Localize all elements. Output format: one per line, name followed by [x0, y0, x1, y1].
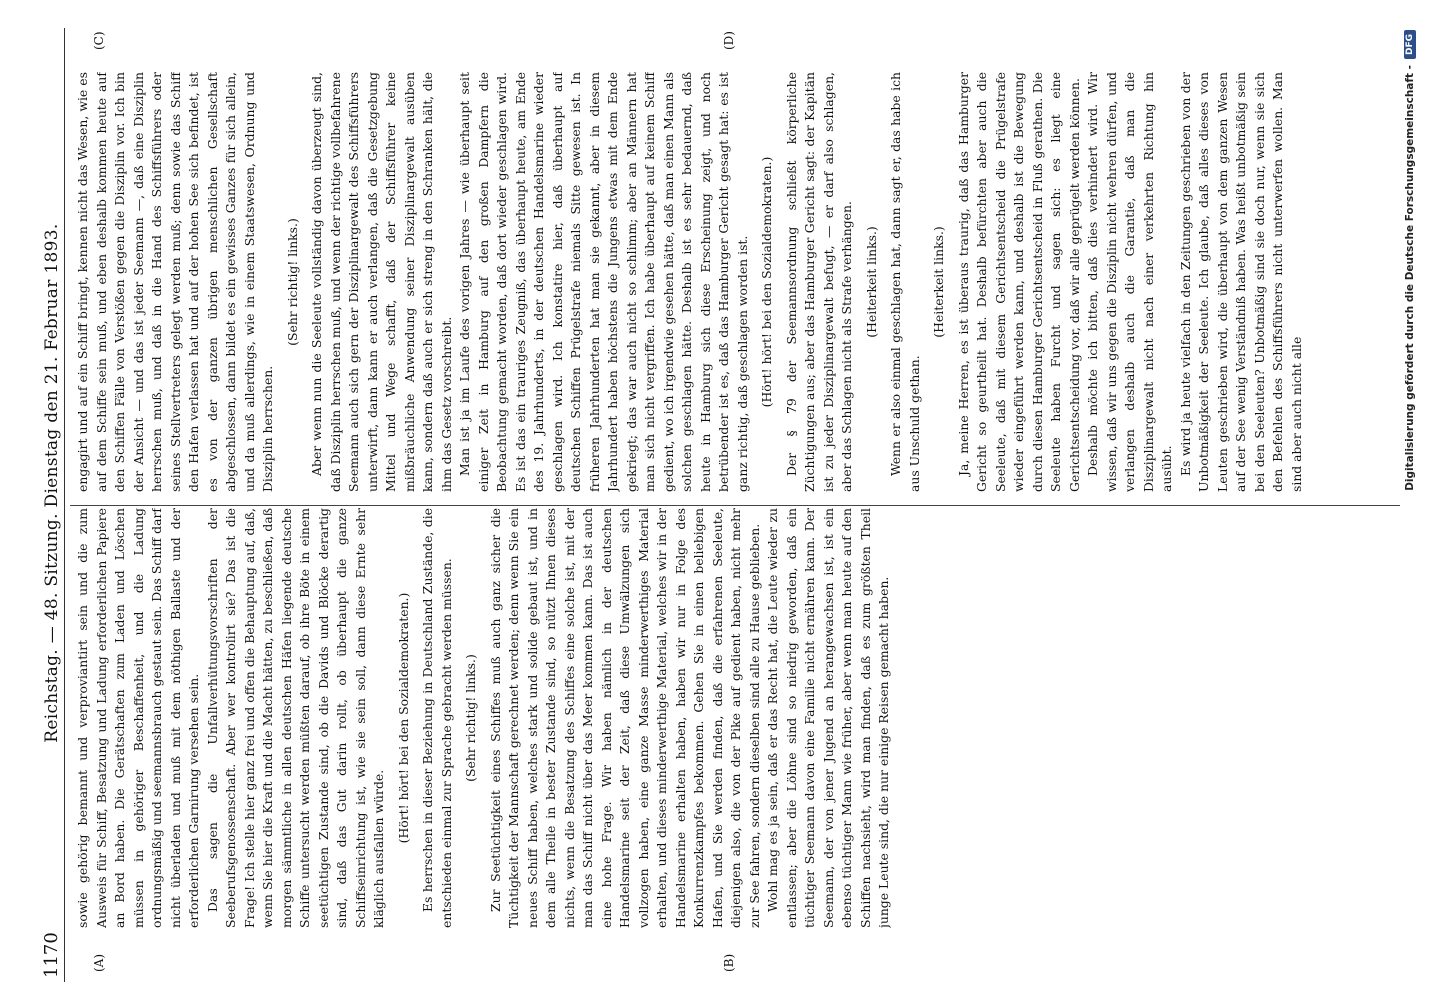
paragraph: engagirt und auf ein Schiff bringt, kennen nicht das Wesen, wie es auf dem Schiffe sein muß, und eben deshalb kommen heute auf den Schiffen Fälle von Verstößen gegen die Disziplin vor. Ich bin der Ansicht — und das ist jeder Seemann —, daß eine Disziplin herrschen muß, und daß in die Hand des Schiffsführers oder seines Stellvertreters gelegt werden muß; denn sowie das Schiff den Hafen verlassen hat und auf der hohen See sich befindet, ist es von der ganzen übrigen menschlichen Gesellschaft abgeschlossen, dann bildet es ein gewisses Ganzes für sich allein, und da muß allerdings, wie in einem Staatswesen, Ordnung und Disziplin herrschen. — [75, 72, 275, 492]
paragraph: Aber wenn nun die Seeleute vollständig davon überzeugt sind, daß Disziplin herrschen muß, und wenn der richtige vollbefahrene Seemann auch sich gern der Disziplinargewalt des Schiffsführers unterwirft, dann kann er auch verlangen, daß die Gesetzgebung Mittel und Wege schafft, daß der Schiffsführer keine mißbräuchliche Anwendung seiner Disziplinargewalt ausüben kann, sondern daß auch er sich streng in den Schranken hält, die ihm das Gesetz vorschreibt. — [309, 72, 454, 492]
margin-marker-d: (D) — [722, 31, 736, 50]
paragraph: Zur Seetüchtigkeit eines Schiffes muß auch ganz sicher die Tüchtigkeit der Mannschaft gerechnet werden; denn wenn Sie ein neues Schiff haben, welches stark und solide gebaut ist, und in dem alle Theile in bester Zustande sind, so nützt Ihnen dieses nichts, wenn die Besatzung des Schiffes eine solche ist, mit der man das Schiff nicht über das Meer kommen kann. Das ist auch eine hohe Frage. Wir haben nämlich in der deutschen Handelsmarine seit der Zeit, daß diese Umwälzungen sich vollzogen haben, eine ganze Masse minderwerthiges Material erhalten, und dieses minderwerthige Material, welches wir in der Handelsmarine erhalten haben, haben wir nur in Folge des Konkurrenzkampfes bekommen. Gehen Sie in einen beliebigen Hafen, und Sie werden finden, daß die erfahrenen Seeleute, diejenigen also, die von der Pike auf gedient haben, nicht mehr zur See fahren, sondern dieselben sind alle zu Hause geblieben. — [487, 508, 762, 928]
margin-marker-b: (B) — [722, 953, 736, 972]
right-column — [74, 72, 1394, 492]
credit-text: Digitalisierung gefördert durch die Deutsche Forschungsgemeinschaft - — [1404, 65, 1416, 491]
paragraph: Deshalb möchte ich bitten, daß dies verhindert wird. Wir wissen, daß wir uns gegen die Disziplin nicht wehren dürfen, und verlangen deshalb auch die Garantie, daß man die Disziplinargewalt nicht nach einer verkehrten Richtung hin ausübt. — [1085, 72, 1174, 492]
paragraph: Es herrschen in dieser Beziehung in Deutschland Zustände, die entschieden einmal zur Sprache gebracht werden müssen. — [420, 508, 454, 928]
left-column — [74, 508, 1394, 928]
interjection: (Sehr richtig! links.) — [463, 654, 478, 782]
digitization-credit — [1404, 0, 1424, 1000]
paragraph: sowie gehörig bemannt und verproviantirt sein und die zum Ausweis für Schiff, Besatzung und Ladung erforderlichen Papiere an Bord haben. Die Gerätschaften zum Laden und Löschen müssen in gehöriger Beschaffenheit, und die Ladung ordnungsmäßig und seemannsbrauch gestaut sein. Das Schiff darf nicht überladen und muß mit dem nöthigen Ballaste und der erforderlichen Garnirung versehen sein. — [75, 508, 201, 928]
paragraph: Der § 79 der Seemannsordnung schließt körperliche Züchtigungen aus; aber das Hamburger Gericht sagt: der Kapitän ist zu jeder Disziplinargewalt befugt, — er darf also schlagen, aber das Schlagen nicht als Strafe verhängen. — [783, 72, 854, 492]
paragraph: Ja, meine Herren, es ist überaus traurig, daß das Hamburger Gericht so geurtheilt hat. Deshalb befürchten aber auch die Seeleute, daß mit diesem Gerichtsentscheid die Prügelstrafe wieder eingeführt werden kann, und deshalb ist die Bewegung durch diesen Hamburger Gerichtsentscheid in Fluß gerathen. Die Seeleute haben Furcht und sagen sich: es liegt eine Gerichtsentscheidung vor, daß wir alle geprügelt werden können. — [955, 72, 1082, 492]
interjection: (Sehr richtig! links.) — [284, 218, 300, 346]
header-rule — [64, 28, 65, 982]
paragraph: Man ist ja im Laufe des vorigen Jahres — wie überhaupt seit einiger Zeit in Hamburg auf den großen Dampfern die Beobachtung gemacht worden, daß dort wieder geschlagen wird. Es ist das ein trauriges Zeugniß, das überhaupt heute, am Ende des 19. Jahrhunderts, in der deutschen Handelsmarine wieder geschlagen wird. Ich konstatire hier, daß überhaupt auf deutschen Schiffen Prügelstrafe niemals Sitte gewesen ist. In früheren Jahrhunderten hat man sie gekannt, aber in diesem Jahrhundert haben höchstens die Jungens etwas mit dem Ende gekriegt; das war auch nicht so schlimm; aber an Männern hat man sich nicht vergriffen. Ich habe überhaupt auf keinem Schiff gedient, wo ich irgendwie gesehen hätte, daß man einen Mann als solchen geschlagen hätte. Deshalb ist es sehr bedauernd, daß heute in Hamburg sich diese Erscheinung zeigt, und noch betrübender ist es, daß das Hamburger Gericht gesagt hat: es ist ganz richtig, daß geschlagen worden ist. — [457, 72, 750, 492]
interjection: (Hört! hört! bei den Sozialdemokraten.) — [395, 592, 411, 844]
interjection: (Heiterkeit links.) — [931, 226, 946, 338]
page-number: 1170 — [41, 932, 62, 978]
margin-marker-c: (C) — [92, 31, 106, 50]
dfg-logo: DFG — [1404, 30, 1416, 59]
interjection: (Hört! hört! bei den Sozialdemokraten.) — [759, 156, 774, 408]
page-header — [30, 34, 62, 978]
column-divider — [70, 505, 1400, 506]
paragraph: Das sagen die Unfallverhütungsvorschriften der Seeberufsgenossenschaft. Aber wer kontrolirt sie? Das ist die Frage! Ich stelle hier ganz frei und offen die Behauptung auf, daß, wenn Sie hier die Kraft und die Macht hätten, zu beschließen, daß morgen sämmtliche in allen deutschen Häfen liegende deutsche Schiffe untersucht werden müßten darauf, ob ihre Böte in einem seetüchtigen Zustande sind, ob die Davids und Blöcke derartig sind, daß das Gut darin rollt, ob überhaupt die ganze Schiffseinrichtung ist, wie sie sein soll, dann diese Ernte sehr kläglich ausfallen würde. — [204, 508, 386, 928]
paragraph: Wohl mag es ja sein, daß er das Recht hat, die Leute wieder zu entlassen; aber die Löhne sind so niedrig geworden, daß ein tüchtiger Seemann davon eine Familie nicht ernähren kann. Der Seemann, der von jener Jugend an herangewachsen ist, ist ein ebenso tüchtiger Mann wie früher, aber wenn man heute auf den Schiffen nachsieht, wird man finden, daß es zum größten Theil junge Leute sind, die nur einige Reisen gemacht haben. — [765, 508, 891, 928]
header-title: Reichstag. — 48. Sitzung. Dienstag den 21. Februar 1893. — [42, 223, 62, 743]
paragraph: Wenn er also einmal geschlagen hat, dann sagt er, das habe ich aus Unschuld gethan. — [888, 72, 922, 492]
paragraph: Es wird ja heute vielfach in den Zeitungen geschrieben von der Unbotmäßigkeit der Seeleute. Ich glaube, daß alles dieses von Leuten geschrieben wird, die überhaupt von dem ganzen Wesen auf der See wenig Verständniß haben. Was heißt unbotmäßig sein bei den Seeleuten? Unbotmäßig sind sie doch nur, wenn sie sich den Befehlen des Schiffsführers nicht unterwerfen wollen. Man sind aber auch nicht alle — [1177, 72, 1304, 492]
interjection: (Heiterkeit links.) — [863, 226, 879, 338]
margin-marker-a: (A) — [92, 953, 106, 972]
